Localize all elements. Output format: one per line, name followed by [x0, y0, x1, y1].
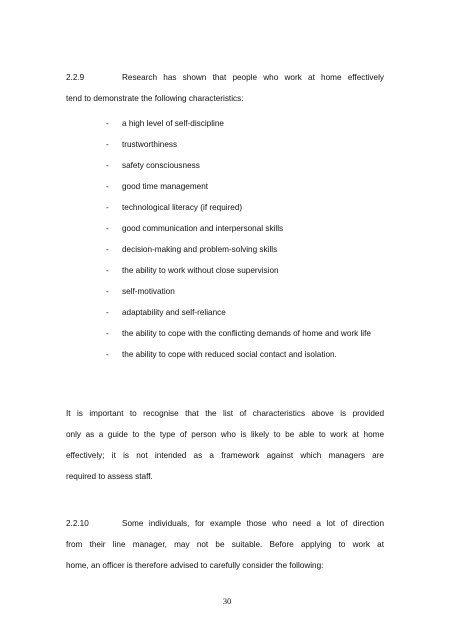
section-first-line: Some individuals, for example those who need a lot of direction [122, 519, 384, 528]
section-2-2-10 [66, 513, 384, 576]
section-first-line: Research has shown that people who work at home effectively [122, 73, 384, 82]
bullet-dash: - [106, 350, 109, 359]
section-line: home, an officer is therefore advised to carefully consider the following: [66, 561, 324, 570]
list-item: - good communication and interpersonal skills [106, 218, 384, 239]
bullet-dash: - [106, 161, 109, 170]
paragraph-line: effectively; it is not intended as a framework against which managers are [66, 451, 384, 460]
bullet-dash: - [106, 287, 109, 296]
bullet-dash: - [106, 182, 109, 191]
page-number: 30 [222, 596, 232, 606]
paragraph-line: It is important to recognise that the list of characteristics above is provided [66, 409, 384, 418]
guidance-paragraph [66, 403, 384, 487]
list-item: - a high level of self-discipline [106, 113, 384, 134]
bullet-dash: - [106, 203, 109, 212]
list-item: - safety consciousness [106, 155, 384, 176]
list-item: - the ability to cope with reduced social contact and isolation. [106, 344, 384, 365]
bullet-dash: - [106, 266, 109, 275]
section-number: 2.2.10 [66, 519, 89, 528]
bullet-dash: - [106, 308, 109, 317]
bullet-dash: - [106, 245, 109, 254]
bullet-dash: - [106, 224, 109, 233]
section-second-line: tend to demonstrate the following characteristics: [66, 94, 244, 103]
section-number: 2.2.9 [66, 73, 85, 82]
list-item: - the ability to work without close supervision [106, 260, 384, 281]
list-item: - good time management [106, 176, 384, 197]
list-item: - technological literacy (if required) [106, 197, 384, 218]
list-item: - trustworthiness [106, 134, 384, 155]
characteristics-list [106, 113, 384, 365]
list-item: - self-motivation [106, 281, 384, 302]
paragraph-line: only as a guide to the type of person who is likely to be able to work at home [66, 430, 384, 439]
bullet-dash: - [106, 329, 109, 338]
bullet-dash: - [106, 119, 109, 128]
list-item: - decision-making and problem-solving skills [106, 239, 384, 260]
paragraph-line: required to assess staff. [66, 472, 153, 481]
section-line: from their line manager, may not be suitable. Before applying to work at [66, 540, 384, 549]
bullet-dash: - [106, 140, 109, 149]
section-heading-line [66, 67, 384, 88]
list-item: - the ability to cope with the conflicting demands of home and work life [106, 323, 384, 344]
section-2-2-9 [66, 67, 384, 109]
list-item: - adaptability and self-reliance [106, 302, 384, 323]
section-heading-line [66, 513, 384, 534]
